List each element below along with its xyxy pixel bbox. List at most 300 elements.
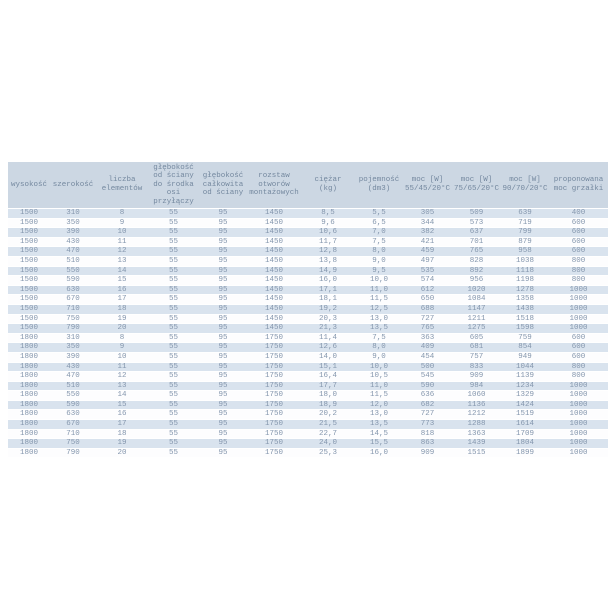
table-cell: 1278 — [501, 286, 549, 295]
table-cell: 1118 — [501, 267, 549, 276]
table-cell: 800 — [549, 267, 608, 276]
table-cell: 17,1 — [301, 286, 355, 295]
table-cell: 55 — [148, 315, 199, 324]
table-cell: 1450 — [247, 315, 301, 324]
table-cell: 421 — [403, 238, 452, 247]
table-cell: 790 — [50, 449, 96, 458]
table-cell: 11,7 — [301, 238, 355, 247]
table-cell: 11,4 — [301, 334, 355, 343]
table-cell: 20 — [96, 324, 148, 333]
table-cell: 20 — [96, 449, 148, 458]
table-cell: 16 — [96, 410, 148, 419]
table-cell: 95 — [199, 276, 247, 285]
table-cell: 95 — [199, 209, 247, 218]
table-cell: 636 — [403, 391, 452, 400]
table-cell: 12,6 — [301, 343, 355, 352]
table-row — [8, 324, 608, 333]
table-cell: 55 — [148, 353, 199, 362]
table-cell: 95 — [199, 334, 247, 343]
table-cell: 17 — [96, 420, 148, 429]
table-cell: 1000 — [549, 420, 608, 429]
table-cell: 15 — [96, 401, 148, 410]
table-cell: 7,5 — [355, 238, 403, 247]
table-cell: 21,3 — [301, 324, 355, 333]
table-cell: 11,0 — [355, 382, 403, 391]
table-cell: 14 — [96, 267, 148, 276]
table-cell: 1518 — [501, 315, 549, 324]
table-cell: 639 — [501, 209, 549, 218]
table-cell: 1000 — [549, 324, 608, 333]
table-row — [8, 267, 608, 276]
header-szerokosc: szerokość — [50, 162, 96, 208]
table-cell: 55 — [148, 401, 199, 410]
table-cell: 727 — [403, 315, 452, 324]
table-cell: 1800 — [8, 372, 50, 381]
table-cell: 9 — [96, 343, 148, 352]
table-cell: 55 — [148, 324, 199, 333]
table-row — [8, 295, 608, 304]
table-cell: 95 — [199, 238, 247, 247]
table-cell: 550 — [50, 267, 96, 276]
table-cell: 14 — [96, 391, 148, 400]
table-cell: 719 — [501, 219, 549, 228]
table-cell: 670 — [50, 420, 96, 429]
table-cell: 95 — [199, 353, 247, 362]
table-cell: 1136 — [452, 401, 501, 410]
table-cell: 55 — [148, 209, 199, 218]
table-cell: 1060 — [452, 391, 501, 400]
table-cell: 55 — [148, 343, 199, 352]
table-cell: 630 — [50, 286, 96, 295]
table-header-row — [8, 162, 608, 208]
table-cell: 95 — [199, 219, 247, 228]
table-row — [8, 209, 608, 218]
table-cell: 1800 — [8, 430, 50, 439]
table-cell: 20,2 — [301, 410, 355, 419]
table-cell: 344 — [403, 219, 452, 228]
table-header — [8, 162, 608, 208]
table-cell: 7,5 — [355, 334, 403, 343]
table-cell: 545 — [403, 372, 452, 381]
table-cell: 1234 — [501, 382, 549, 391]
table-cell: 95 — [199, 363, 247, 372]
header-pojemnosc: pojemność (dm3) — [355, 162, 403, 208]
table-cell: 799 — [501, 228, 549, 237]
table-cell: 390 — [50, 353, 96, 362]
table-cell: 16,4 — [301, 372, 355, 381]
table-cell: 1800 — [8, 382, 50, 391]
table-cell: 1439 — [452, 439, 501, 448]
table-cell: 1000 — [549, 401, 608, 410]
table-cell: 1750 — [247, 410, 301, 419]
table-cell: 18,1 — [301, 295, 355, 304]
table-cell: 19 — [96, 439, 148, 448]
table-row — [8, 353, 608, 362]
table-cell: 55 — [148, 257, 199, 266]
table-cell: 790 — [50, 324, 96, 333]
table-cell: 1000 — [549, 315, 608, 324]
table-cell: 1288 — [452, 420, 501, 429]
table-cell: 10,0 — [355, 276, 403, 285]
table-cell: 13,8 — [301, 257, 355, 266]
table-cell: 1800 — [8, 439, 50, 448]
table-cell: 13,0 — [355, 315, 403, 324]
table-cell: 95 — [199, 286, 247, 295]
table-cell: 15 — [96, 276, 148, 285]
table-cell: 55 — [148, 238, 199, 247]
table-cell: 600 — [549, 343, 608, 352]
table-cell: 1804 — [501, 439, 549, 448]
table-cell: 1000 — [549, 439, 608, 448]
table-cell: 1500 — [8, 247, 50, 256]
table-cell: 55 — [148, 276, 199, 285]
table-cell: 8,0 — [355, 343, 403, 352]
table-cell: 1500 — [8, 276, 50, 285]
table-cell: 1450 — [247, 276, 301, 285]
table-cell: 1750 — [247, 372, 301, 381]
table-cell: 590 — [403, 382, 452, 391]
table-cell: 1800 — [8, 410, 50, 419]
table-cell: 1750 — [247, 401, 301, 410]
table-cell: 13 — [96, 382, 148, 391]
table-cell: 15,1 — [301, 363, 355, 372]
table-cell: 956 — [452, 276, 501, 285]
table-cell: 574 — [403, 276, 452, 285]
table-cell: 1500 — [8, 238, 50, 247]
table-cell: 95 — [199, 430, 247, 439]
table-cell: 459 — [403, 247, 452, 256]
table-cell: 95 — [199, 315, 247, 324]
table-cell: 1598 — [501, 324, 549, 333]
table-cell: 8,5 — [301, 209, 355, 218]
table-cell: 497 — [403, 257, 452, 266]
table-cell: 688 — [403, 305, 452, 314]
table-cell: 550 — [50, 391, 96, 400]
table-cell: 22,7 — [301, 430, 355, 439]
table-cell: 1358 — [501, 295, 549, 304]
table-cell: 11,0 — [355, 286, 403, 295]
table-cell: 19,2 — [301, 305, 355, 314]
table-cell: 800 — [549, 276, 608, 285]
table-cell: 1450 — [247, 305, 301, 314]
table-cell: 710 — [50, 430, 96, 439]
table-cell: 9,5 — [355, 267, 403, 276]
table-cell: 1800 — [8, 420, 50, 429]
table-cell: 630 — [50, 410, 96, 419]
table-cell: 17,7 — [301, 382, 355, 391]
table-row — [8, 420, 608, 429]
table-cell: 1800 — [8, 391, 50, 400]
table-cell: 1363 — [452, 430, 501, 439]
header-moc-75-65-20: moc [W] 75/65/20°C — [452, 162, 501, 208]
table-cell: 1500 — [8, 209, 50, 218]
table-cell: 310 — [50, 209, 96, 218]
table-row — [8, 228, 608, 237]
table-cell: 600 — [549, 219, 608, 228]
table-cell: 7,0 — [355, 228, 403, 237]
table-cell: 650 — [403, 295, 452, 304]
table-cell: 1800 — [8, 353, 50, 362]
table-body — [8, 209, 608, 457]
table-cell: 95 — [199, 420, 247, 429]
table-cell: 1500 — [8, 295, 50, 304]
table-cell: 8 — [96, 334, 148, 343]
table-cell: 95 — [199, 372, 247, 381]
table-cell: 10,6 — [301, 228, 355, 237]
table-cell: 509 — [452, 209, 501, 218]
table-cell: 879 — [501, 238, 549, 247]
table-cell: 1750 — [247, 334, 301, 343]
table-cell: 1450 — [247, 295, 301, 304]
table-cell: 1709 — [501, 430, 549, 439]
table-cell: 1750 — [247, 353, 301, 362]
table-cell: 1614 — [501, 420, 549, 429]
table-cell: 1519 — [501, 410, 549, 419]
table-cell: 12,5 — [355, 305, 403, 314]
table-cell: 55 — [148, 372, 199, 381]
table-cell: 1044 — [501, 363, 549, 372]
table-cell: 765 — [403, 324, 452, 333]
table-cell: 750 — [50, 439, 96, 448]
table-cell: 95 — [199, 295, 247, 304]
header-liczba-elementow: liczba elementów — [96, 162, 148, 208]
table-cell: 1211 — [452, 315, 501, 324]
table-cell: 363 — [403, 334, 452, 343]
table-cell: 1147 — [452, 305, 501, 314]
table-cell: 10,0 — [355, 363, 403, 372]
table-cell: 454 — [403, 353, 452, 362]
header-moc-90-70-20: moc [W] 90/70/20°C — [501, 162, 549, 208]
table-cell: 95 — [199, 410, 247, 419]
table-cell: 25,3 — [301, 449, 355, 458]
table-cell: 17 — [96, 295, 148, 304]
table-row — [8, 247, 608, 256]
table-cell: 500 — [403, 363, 452, 372]
table-cell: 510 — [50, 257, 96, 266]
table-row — [8, 219, 608, 228]
table-cell: 20,3 — [301, 315, 355, 324]
table-row — [8, 410, 608, 419]
table-cell: 10 — [96, 353, 148, 362]
table-cell: 8,0 — [355, 247, 403, 256]
table-cell: 757 — [452, 353, 501, 362]
table-cell: 1000 — [549, 382, 608, 391]
table-cell: 1500 — [8, 286, 50, 295]
table-row — [8, 430, 608, 439]
table-cell: 1450 — [247, 257, 301, 266]
table-cell: 1500 — [8, 324, 50, 333]
table-cell: 55 — [148, 391, 199, 400]
table-cell: 470 — [50, 247, 96, 256]
table-cell: 818 — [403, 430, 452, 439]
table-cell: 12 — [96, 372, 148, 381]
table-cell: 1750 — [247, 430, 301, 439]
table-cell: 11,5 — [355, 391, 403, 400]
table-cell: 10 — [96, 228, 148, 237]
table-cell: 18 — [96, 430, 148, 439]
table-cell: 681 — [452, 343, 501, 352]
table-cell: 9,0 — [355, 257, 403, 266]
table-cell: 1000 — [549, 410, 608, 419]
table-cell: 95 — [199, 267, 247, 276]
table-cell: 600 — [549, 334, 608, 343]
table-cell: 9,0 — [355, 353, 403, 362]
table-cell: 1450 — [247, 238, 301, 247]
table-cell: 95 — [199, 382, 247, 391]
radiator-spec-table — [8, 161, 608, 458]
table-cell: 9,6 — [301, 219, 355, 228]
table-cell: 828 — [452, 257, 501, 266]
table-cell: 95 — [199, 257, 247, 266]
table-cell: 18 — [96, 305, 148, 314]
table-cell: 13 — [96, 257, 148, 266]
table-cell: 10,5 — [355, 372, 403, 381]
table-cell: 55 — [148, 295, 199, 304]
table-cell: 95 — [199, 449, 247, 458]
table-cell: 909 — [403, 449, 452, 458]
table-cell: 773 — [403, 420, 452, 429]
table-row — [8, 334, 608, 343]
table-cell: 55 — [148, 420, 199, 429]
table-cell: 1000 — [549, 391, 608, 400]
table-cell: 800 — [549, 363, 608, 372]
table-cell: 800 — [549, 372, 608, 381]
table-row — [8, 449, 608, 458]
table-cell: 55 — [148, 247, 199, 256]
table-cell: 612 — [403, 286, 452, 295]
table-cell: 16,0 — [301, 276, 355, 285]
table-cell: 55 — [148, 382, 199, 391]
table-cell: 600 — [549, 228, 608, 237]
table-cell: 12,0 — [355, 401, 403, 410]
table-cell: 5,5 — [355, 209, 403, 218]
table-cell: 1212 — [452, 410, 501, 419]
table-cell: 1084 — [452, 295, 501, 304]
table-cell: 535 — [403, 267, 452, 276]
table-cell: 55 — [148, 267, 199, 276]
table-cell: 1500 — [8, 219, 50, 228]
table-cell: 1500 — [8, 228, 50, 237]
header-ciezar: ciężar (kg) — [301, 162, 355, 208]
table-cell: 1750 — [247, 420, 301, 429]
table-cell: 16 — [96, 286, 148, 295]
table-cell: 55 — [148, 410, 199, 419]
table-cell: 1450 — [247, 324, 301, 333]
table-cell: 670 — [50, 295, 96, 304]
table-cell: 390 — [50, 228, 96, 237]
table-cell: 1139 — [501, 372, 549, 381]
table-cell: 1450 — [247, 247, 301, 256]
table-cell: 1750 — [247, 363, 301, 372]
table-cell: 600 — [549, 247, 608, 256]
table-cell: 8 — [96, 209, 148, 218]
table-cell: 909 — [452, 372, 501, 381]
radiator-spec-table-container — [8, 161, 608, 458]
table-cell: 12,8 — [301, 247, 355, 256]
table-cell: 1500 — [8, 257, 50, 266]
table-cell: 1450 — [247, 219, 301, 228]
table-cell: 13,5 — [355, 420, 403, 429]
table-row — [8, 276, 608, 285]
table-cell: 1450 — [247, 209, 301, 218]
table-cell: 759 — [501, 334, 549, 343]
table-cell: 18,0 — [301, 391, 355, 400]
table-cell: 1750 — [247, 382, 301, 391]
table-cell: 573 — [452, 219, 501, 228]
table-cell: 1450 — [247, 267, 301, 276]
table-cell: 13,0 — [355, 410, 403, 419]
table-cell: 1424 — [501, 401, 549, 410]
table-cell: 984 — [452, 382, 501, 391]
table-cell: 1750 — [247, 343, 301, 352]
table-cell: 13,5 — [355, 324, 403, 333]
table-cell: 1450 — [247, 286, 301, 295]
table-cell: 1000 — [549, 430, 608, 439]
table-cell: 55 — [148, 334, 199, 343]
table-cell: 1329 — [501, 391, 549, 400]
table-cell: 1750 — [247, 391, 301, 400]
table-cell: 95 — [199, 391, 247, 400]
header-wysokosc: wysokość — [8, 162, 50, 208]
table-row — [8, 238, 608, 247]
table-cell: 590 — [50, 401, 96, 410]
table-cell: 765 — [452, 247, 501, 256]
table-cell: 14,0 — [301, 353, 355, 362]
table-row — [8, 401, 608, 410]
table-cell: 11,5 — [355, 295, 403, 304]
table-row — [8, 305, 608, 314]
table-row — [8, 439, 608, 448]
table-cell: 1899 — [501, 449, 549, 458]
table-cell: 55 — [148, 286, 199, 295]
table-cell: 854 — [501, 343, 549, 352]
table-cell: 95 — [199, 228, 247, 237]
header-proponowana-moc: proponowana moc grzałki — [549, 162, 608, 208]
table-cell: 55 — [148, 363, 199, 372]
table-cell: 1500 — [8, 315, 50, 324]
table-cell: 14,9 — [301, 267, 355, 276]
table-cell: 400 — [549, 209, 608, 218]
table-cell: 95 — [199, 343, 247, 352]
table-cell: 6,5 — [355, 219, 403, 228]
table-cell: 95 — [199, 247, 247, 256]
header-glebokosc-do-osi: głębokość od ściany do środka osi przyłączy — [148, 162, 199, 208]
table-cell: 958 — [501, 247, 549, 256]
table-cell: 12 — [96, 247, 148, 256]
table-cell: 95 — [199, 324, 247, 333]
table-row — [8, 257, 608, 266]
table-cell: 1800 — [8, 363, 50, 372]
table-cell: 637 — [452, 228, 501, 237]
table-cell: 95 — [199, 305, 247, 314]
table-cell: 9 — [96, 219, 148, 228]
table-row — [8, 382, 608, 391]
table-cell: 1038 — [501, 257, 549, 266]
table-cell: 1800 — [8, 401, 50, 410]
table-cell: 24,0 — [301, 439, 355, 448]
table-cell: 409 — [403, 343, 452, 352]
table-cell: 1800 — [8, 334, 50, 343]
table-cell: 800 — [549, 257, 608, 266]
table-cell: 310 — [50, 334, 96, 343]
table-cell: 55 — [148, 449, 199, 458]
table-cell: 1020 — [452, 286, 501, 295]
table-cell: 1198 — [501, 276, 549, 285]
table-cell: 55 — [148, 439, 199, 448]
table-cell: 430 — [50, 363, 96, 372]
table-cell: 1450 — [247, 228, 301, 237]
table-cell: 1750 — [247, 439, 301, 448]
